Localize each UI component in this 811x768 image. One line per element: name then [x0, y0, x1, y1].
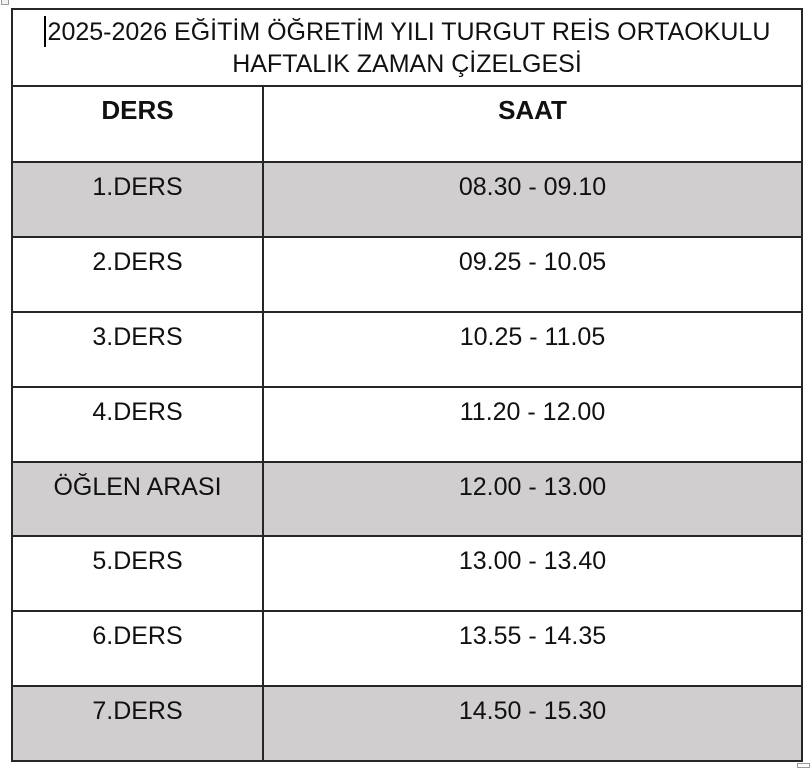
- column-header-ders[interactable]: DERS: [13, 87, 264, 161]
- cell-ders[interactable]: 6.DERS: [13, 612, 264, 685]
- cell-saat[interactable]: 12.00 - 13.00: [458, 472, 607, 501]
- row-7-ders: [13, 687, 801, 760]
- row-1-ders: [13, 163, 801, 238]
- row-4-ders: [13, 388, 801, 463]
- cell-saat[interactable]: 08.30 - 09.10: [458, 173, 607, 201]
- row-2-ders: [13, 238, 801, 313]
- row-6-ders: [13, 612, 801, 687]
- column-header-saat[interactable]: SAAT: [498, 95, 567, 125]
- cell-saat[interactable]: 13.00 - 13.40: [458, 547, 607, 576]
- weekly-schedule-table: [11, 8, 803, 762]
- cell-ders[interactable]: 7.DERS: [13, 687, 264, 760]
- cell-ders[interactable]: 1.DERS: [13, 163, 264, 236]
- row-5-ders: [13, 537, 801, 612]
- cell-saat[interactable]: 13.55 - 14.35: [458, 622, 607, 651]
- table-body: [13, 163, 801, 760]
- cell-ders[interactable]: 3.DERS: [13, 313, 264, 386]
- cell-saat[interactable]: 14.50 - 15.30: [458, 697, 607, 726]
- table-header-row: [13, 87, 801, 163]
- table-title-line2: HAFTALIK ZAMAN ÇİZELGESİ: [232, 49, 582, 78]
- row-oglen-arasi: [13, 463, 801, 538]
- table-title-line1: 2025-2026 EĞİTİM ÖĞRETİM YILI TURGUT REİS ORTAOKULU: [47, 17, 771, 46]
- table-resize-handle-fragment[interactable]: [797, 763, 810, 768]
- table-title-cell[interactable]: [13, 10, 801, 87]
- text-cursor-caret: [44, 16, 46, 47]
- cell-saat[interactable]: 10.25 - 11.05: [459, 322, 606, 351]
- cell-ders[interactable]: ÖĞLEN ARASI: [13, 463, 264, 536]
- table-move-handle-fragment[interactable]: [1, 0, 9, 5]
- cell-ders[interactable]: 4.DERS: [13, 388, 264, 461]
- row-3-ders: [13, 313, 801, 388]
- cell-ders[interactable]: 5.DERS: [13, 537, 264, 610]
- cell-saat[interactable]: 11.20 - 12.00: [459, 397, 606, 426]
- cell-ders[interactable]: 2.DERS: [13, 238, 264, 311]
- cell-saat[interactable]: 09.25 - 10.05: [458, 247, 607, 276]
